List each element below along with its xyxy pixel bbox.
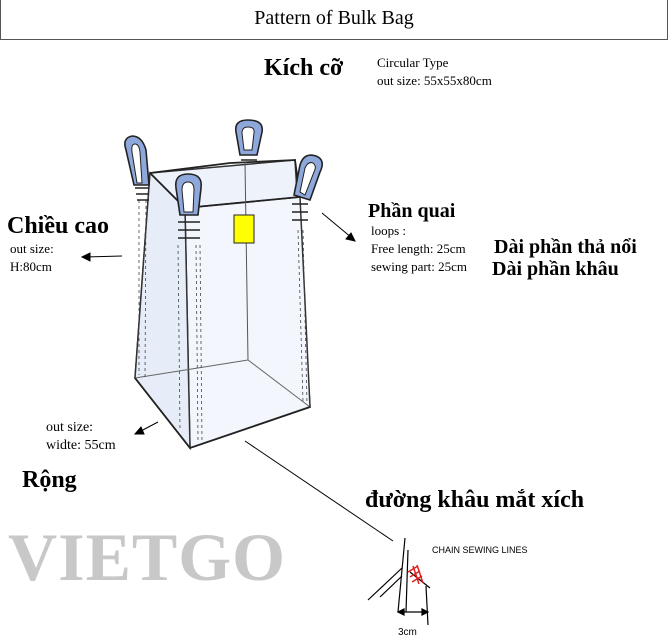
size-type-line: Circular Type <box>377 55 449 70</box>
arrow-loops <box>322 213 352 238</box>
chain-sewing-label: CHAIN SEWING LINES <box>432 545 528 555</box>
loops-free-length-vi: Dài phần thả nổi <box>494 236 637 258</box>
arrow-height <box>85 256 122 257</box>
page-title: Pattern of Bulk Bag <box>254 7 414 29</box>
loops-free-length: Free length: 25cm <box>371 241 466 256</box>
width-value: widte: 55cm <box>46 438 116 453</box>
width-heading: Rộng <box>22 467 77 493</box>
size-out-size-line: out size: 55x55x80cm <box>377 73 492 88</box>
chain-dimension: 3cm <box>398 627 417 638</box>
loops-heading: Phần quai <box>368 200 456 222</box>
vietgo-watermark: VIETGO <box>8 519 287 595</box>
height-value: H:80cm <box>10 259 52 274</box>
loops-sewing-part-vi: Dài phần khâu <box>492 258 619 280</box>
height-out-size-label: out size: <box>10 241 54 256</box>
loops-sewing-part: sewing part: 25cm <box>371 259 468 274</box>
label-pocket <box>234 215 254 243</box>
height-heading: Chiều cao <box>7 213 109 239</box>
chain-heading: đường khâu mắt xích <box>365 487 585 513</box>
chain-sewing-detail <box>368 538 430 625</box>
size-heading: Kích cỡ <box>264 55 344 81</box>
loops-label: loops : <box>371 223 407 238</box>
width-out-size-label: out size: <box>46 420 94 435</box>
